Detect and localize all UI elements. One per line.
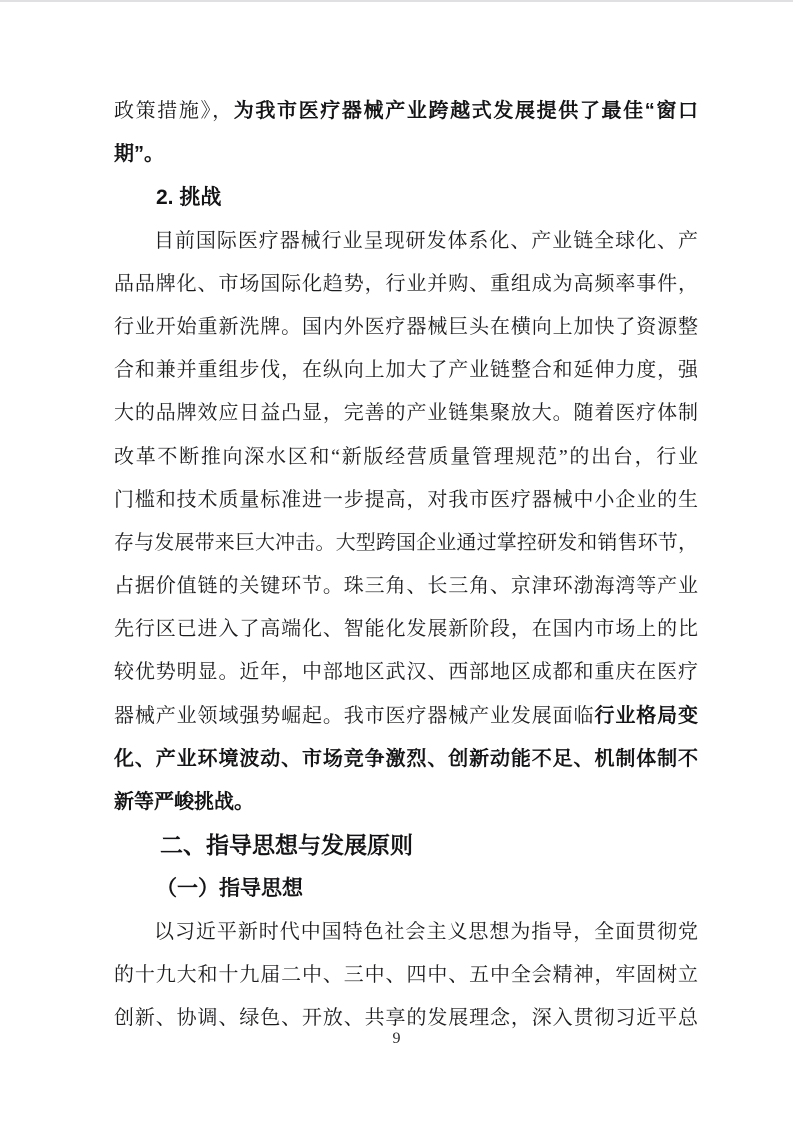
text-line xyxy=(114,738,698,781)
text-line xyxy=(114,392,698,435)
text-line xyxy=(114,349,698,392)
text-run: 行业开始重新洗牌。国内外医疗器械巨头在横向上加快了资源整 xyxy=(114,315,698,338)
text-run: 改革不断推向深水区和“新版经营质量管理规范”的出台，行业 xyxy=(114,445,698,468)
text-run: 合和兼并重组步伐，在纵向上加大了产业链整合和延伸力度，强 xyxy=(114,359,698,382)
document-body xyxy=(114,90,698,1040)
bold-text-run: 化、产业环境波动、市场竞争激烈、创新动能不足、机制体制不 xyxy=(114,747,698,770)
text-run: 的十九大和十九届二中、三中、四中、五中全会精神，牢固树立 xyxy=(114,963,698,986)
text-line xyxy=(114,133,698,176)
section-heading xyxy=(114,824,698,867)
bold-text-run: 新等严峻挑战。 xyxy=(114,791,254,813)
text-run: 较优势明显。近年，中部地区武汉、西部地区成都和重庆在医疗 xyxy=(114,661,698,684)
text-line xyxy=(114,90,698,133)
text-line xyxy=(114,263,698,306)
text-run: 品品牌化、市场国际化趋势，行业并购、重组成为高频率事件， xyxy=(114,272,698,295)
bold-text-run: 为我市医疗器械产业跨越式发展提供了最佳“窗口 xyxy=(233,100,698,122)
text-line xyxy=(114,781,698,824)
section-heading xyxy=(114,867,698,910)
text-run: 门槛和技术质量标准进一步提高，对我市医疗器械中小企业的生 xyxy=(114,488,698,511)
text-line xyxy=(114,695,698,738)
text-line xyxy=(114,651,698,694)
bold-text-run: 行业格局变 xyxy=(594,704,698,727)
section-heading xyxy=(114,176,698,219)
bold-text-run: （一）指导思想 xyxy=(156,877,303,901)
bold-text-run: 期”。 xyxy=(114,143,164,166)
text-run: 存与发展带来巨大冲击。大型跨国企业通过掌控研发和销售环节， xyxy=(114,531,698,554)
text-run: 目前国际医疗器械行业呈现研发体系化、产业链全球化、产 xyxy=(154,229,698,252)
text-line xyxy=(114,911,698,954)
text-run: 政策措施》， xyxy=(114,100,234,122)
scan-edge-artifact xyxy=(0,0,793,2)
bold-text-run: 二、指导思想与发展原则 xyxy=(160,832,413,859)
text-line xyxy=(114,436,698,479)
text-run: 先行区已进入了高端化、智能化发展新阶段，在国内市场上的比 xyxy=(114,618,698,641)
text-line xyxy=(114,306,698,349)
bold-text-run: 2. 挑战 xyxy=(156,186,222,210)
text-run: 大的品牌效应日益凸显，完善的产业链集聚放大。随着医疗体制 xyxy=(114,402,698,425)
text-run: 创新、协调、绿色、开放、共享的发展理念，深入贯彻习近平总 xyxy=(114,1006,698,1029)
text-line xyxy=(114,479,698,522)
text-line xyxy=(114,954,698,997)
text-run: 器械产业领域强势崛起。我市医疗器械产业发展面临 xyxy=(114,704,595,727)
text-line xyxy=(114,608,698,651)
text-line xyxy=(114,522,698,565)
text-line xyxy=(114,220,698,263)
text-line xyxy=(114,565,698,608)
page-number: 9 xyxy=(392,1030,401,1047)
text-run: 以习近平新时代中国特色社会主义思想为指导，全面贯彻党 xyxy=(154,920,698,943)
text-run: 占据价值链的关键环节。珠三角、长三角、京津环渤海湾等产业 xyxy=(114,575,698,598)
